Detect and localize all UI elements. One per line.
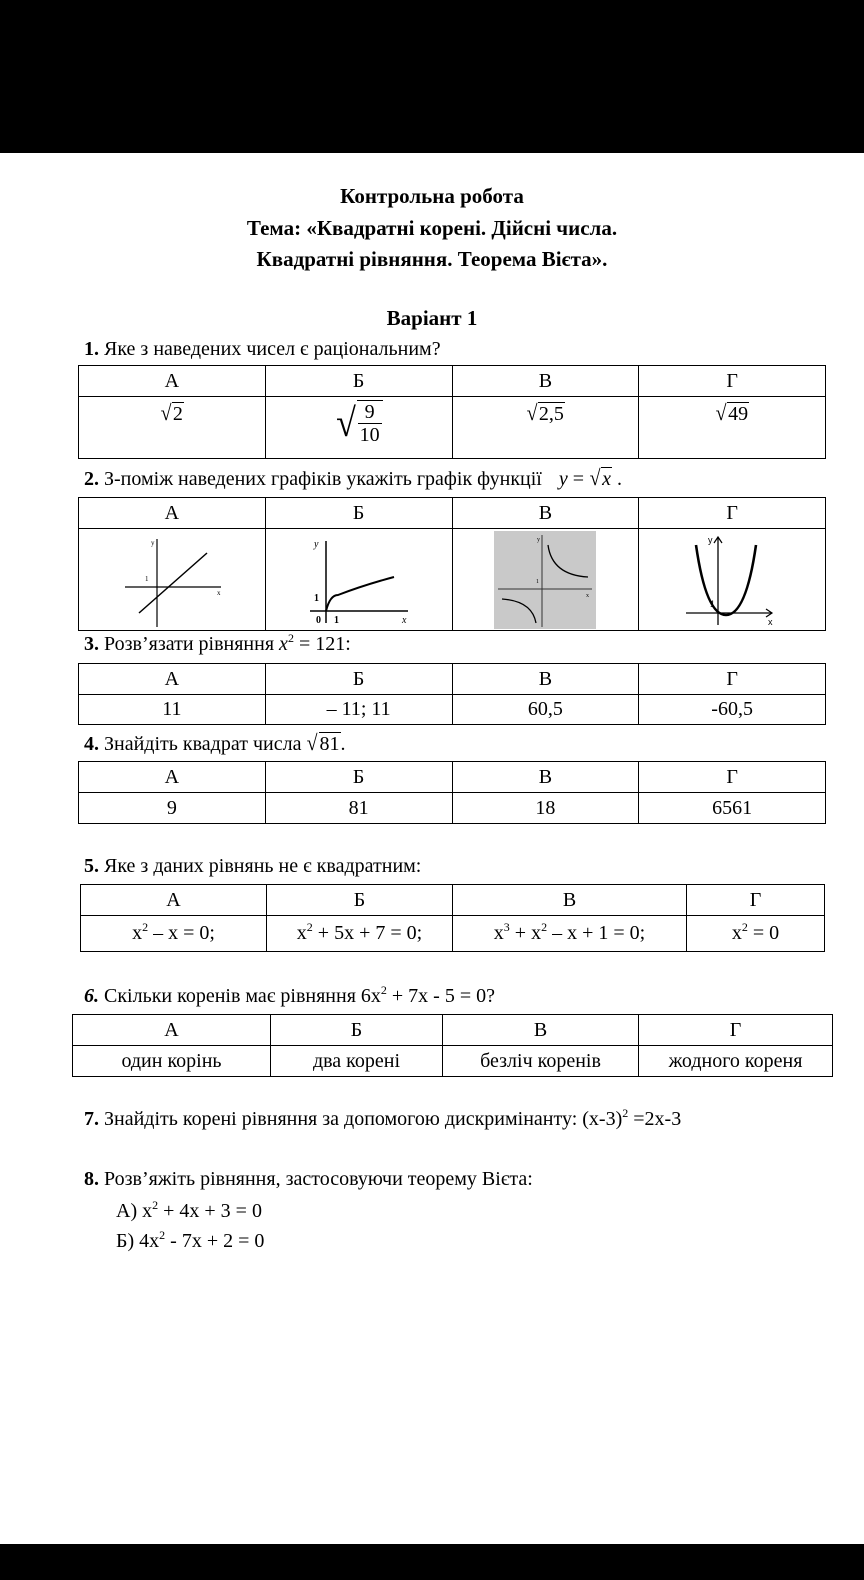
exponent: 2 [152,1198,159,1212]
question-text-post: = 121: [293,633,351,655]
graph-parabola [682,531,782,629]
answer-a: √2 [79,397,266,459]
graph-origin: 0 [315,614,321,626]
exponent: 2 [142,920,149,934]
equation-a-post: + 4x + 3 = 0 [158,1200,262,1222]
doc-topic-line1: Тема: «Квадратні корені. Дійсні числа. [246,216,618,240]
option-label-d: Г [687,885,825,916]
function-formula: y = √x . [558,465,623,490]
term: x [132,922,143,944]
equation-a-pre: А) x [116,1200,153,1222]
option-label-a: А [73,1015,271,1046]
doc-topic-line2: Квадратні рівняння. Теорема Вієта». [256,247,608,271]
graph-sqrt [304,531,414,629]
question-number: 5. [84,855,99,877]
option-label-c: В [452,498,639,529]
graph-axis-x: x [586,592,590,599]
graph-tick-y1: 1 [313,592,319,604]
graph-tick-1: 1 [710,598,716,609]
option-label-c: В [443,1015,639,1046]
option-label-b: Б [265,762,452,793]
term-rest: + 5x + 7 = 0; [312,922,423,944]
question-number: 4. [84,733,99,755]
option-label-d: Г [639,498,826,529]
option-label-c: В [452,366,639,397]
top-black-bar [0,0,864,153]
question-text: З-поміж наведених графіків укажіть графік функції [104,468,542,490]
answer-table-q4 [78,761,826,824]
graph-axis-x: x [401,614,407,626]
option-label-b: Б [265,664,452,695]
answer-table-q2 [78,497,826,631]
exponent: 2 [159,1228,166,1242]
question-text: Яке з наведених чисел є раціональним? [104,338,441,360]
term-rest: – x = 0; [148,922,215,944]
option-label-b: Б [265,498,452,529]
answer-table-q1 [78,365,826,459]
question-text-pre: Знайдіть квадрат числа [104,733,307,755]
answer-c [453,916,687,952]
answer-b: √ $\frac{9}{10}$ [265,397,452,459]
option-label-d: Г [639,1015,833,1046]
graph-tick-1: 1 [144,574,149,583]
question-number: 8. [84,1168,99,1190]
option-label-c: В [453,885,687,916]
question-text-pre: Знайдіть корені рівняння за допомогою дискримінанту: (x-3) [104,1108,623,1130]
graph-axis-x: x [216,588,221,597]
radicand: 2 [172,403,183,425]
answer-d: -60,5 [639,695,826,725]
answer-table-q6 [72,1014,833,1077]
question-number: 1. [84,338,99,360]
question-8 [84,1168,533,1191]
answer-c: безліч коренів [443,1046,639,1077]
answer-c: √2,5 [452,397,639,459]
radicand: 49 [728,403,749,425]
exponent: 3 [503,920,510,934]
graph-linear [117,531,227,629]
formula-y: y [558,468,568,490]
graph-tick-1: 1 [536,578,540,585]
fraction-numerator: 9 [358,401,382,424]
answer-a: 9 [79,793,266,824]
answer-b: два корені [271,1046,443,1077]
exponent: 2 [741,920,748,934]
graph-a [79,529,266,631]
term: x [493,922,504,944]
exponent: 2 [622,1106,629,1120]
option-label-a: А [81,885,267,916]
answer-table-q5 [80,884,825,952]
answer-b [267,916,453,952]
option-label-a: А [79,762,266,793]
question-6 [84,985,495,1008]
option-label-b: Б [271,1015,443,1046]
term-rest: – x + 1 = 0; [547,922,646,944]
option-label-d: Г [639,762,826,793]
equation-exponent: 2 [287,631,294,645]
radicand: 81 [319,733,340,755]
question-5 [84,855,421,878]
question-number: 2. [84,468,99,490]
variant-title: Варіант 1 [386,306,478,330]
graph-tick-x1: 1 [333,614,339,626]
option-label-a: А [79,498,266,529]
question-text-post: + 7x - 5 = 0? [386,985,496,1007]
answer-b: 81 [265,793,452,824]
doc-title: Контрольна робота [340,184,524,208]
answer-b: – 11; 11 [265,695,452,725]
answer-a: 11 [79,695,266,725]
term-mid: + x [509,922,542,944]
term: x [731,922,742,944]
equation-b-pre: Б) 4x [116,1230,160,1252]
exponent: 2 [380,983,387,997]
term-rest: = 0 [747,922,780,944]
question-1 [84,338,441,361]
equation-b-post: - 7x + 2 = 0 [165,1230,265,1252]
answer-a: один корінь [73,1046,271,1077]
graph-axis-y: y [708,534,713,545]
graph-axis-y: y [313,538,319,550]
answer-d: √49 [639,397,826,459]
graph-axis-y: y [537,536,541,543]
exponent: 2 [306,920,313,934]
graph-hyperbola [494,531,596,629]
equation-a [116,1200,262,1223]
question-text-pre: Розв’язати рівняння [104,633,280,655]
option-label-b: Б [265,366,452,397]
answer-d: жодного кореня [639,1046,833,1077]
graph-b [265,529,452,631]
graph-axis-x: x [768,616,773,627]
answer-d: 6561 [639,793,826,824]
answer-table-q3 [78,663,826,725]
question-number: 7. [84,1108,99,1130]
formula-x: x [602,468,612,490]
question-number: 6. [84,985,99,1007]
option-label-b: Б [267,885,453,916]
question-7 [84,1108,681,1131]
exponent: 2 [541,920,548,934]
option-label-a: А [79,366,266,397]
option-label-d: Г [639,664,826,695]
option-label-c: В [452,762,639,793]
option-label-a: А [79,664,266,695]
formula-end: . [612,468,623,490]
question-text: Яке з даних рівнянь не є квадратним: [104,855,422,877]
question-3 [84,633,351,656]
graph-d [639,529,826,631]
question-text-post: =2x-3 [628,1108,682,1130]
graph-axis-y: y [150,538,155,547]
radicand: 2,5 [538,403,564,425]
question-number: 3. [84,633,99,655]
question-2 [84,465,622,491]
answer-a [81,916,267,952]
question-text-post: . [340,733,346,755]
answer-c: 60,5 [452,695,639,725]
bottom-black-bar [0,1544,864,1580]
formula-equals: = [567,468,590,490]
answer-d [687,916,825,952]
option-label-c: В [452,664,639,695]
question-text-pre: Скільки коренів має рівняння 6x [104,985,381,1007]
term: x [296,922,307,944]
equation-variable: x [279,633,288,655]
equation-b [116,1230,264,1253]
question-4: 4. Знайдіть квадрат числа √81. [84,730,346,755]
option-label-d: Г [639,366,826,397]
fraction-denominator: 10 [359,423,380,446]
answer-c: 18 [452,793,639,824]
question-text: Розв’яжіть рівняння, застосовуючи теорему Вієта: [104,1168,533,1190]
graph-c [452,529,639,631]
